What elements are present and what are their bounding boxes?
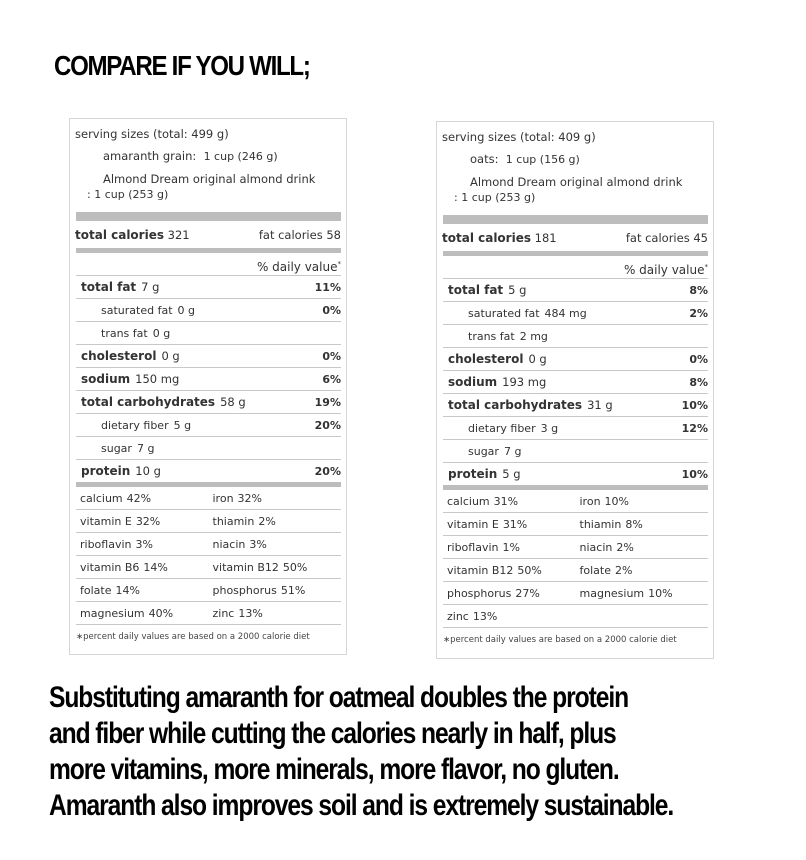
ingredient-name: amaranth grain: <box>103 149 197 163</box>
vitamin-row <box>76 602 341 625</box>
nutrient-amount: 484 mg <box>544 306 587 320</box>
nutrient-daily-pct: 10% <box>681 398 708 412</box>
fat-calories-label: fat calories <box>258 228 323 242</box>
vitamins-grid <box>76 487 341 625</box>
serving-sizes-total: serving sizes (total: 409 g) <box>442 130 596 144</box>
nutrient-row <box>76 322 341 345</box>
vitamin-name: calcium <box>447 494 490 508</box>
vitamin-name: vitamin B12 <box>447 563 514 577</box>
vitamin-value: 10% <box>604 494 629 508</box>
vitamin-cell <box>576 518 709 531</box>
nutrient-daily-pct: 2% <box>689 306 708 320</box>
vitamin-name: phosphorus <box>447 586 512 600</box>
ingredient-qty: 1 cup (246 g) <box>203 150 278 163</box>
vitamin-name: magnesium <box>80 606 145 620</box>
vitamin-value: 31% <box>493 494 519 508</box>
serving-ingredient-1 <box>75 148 341 165</box>
vitamin-cell <box>76 538 209 551</box>
nutrient-name: protein <box>81 464 131 478</box>
vitamin-cell <box>76 561 209 574</box>
vitamin-value: 32% <box>135 514 161 528</box>
vitamin-row <box>443 490 708 513</box>
nutrient-daily-pct: 0% <box>322 303 341 317</box>
nutrient-amount: 31 g <box>587 398 613 412</box>
nutrient-row <box>76 276 341 299</box>
nutrient-name: trans fat <box>101 326 148 340</box>
vitamin-value: 50% <box>282 560 308 574</box>
vitamin-name: folate <box>579 563 611 577</box>
vitamin-name: niacin <box>579 540 613 554</box>
total-calories-value: 181 <box>534 231 557 245</box>
nutrition-label-oats <box>436 121 714 659</box>
vitamin-value: 2% <box>614 563 633 577</box>
total-calories-label: total calories <box>75 228 164 242</box>
nutrient-row <box>443 279 708 302</box>
nutrient-name: sugar <box>468 444 499 458</box>
nutrient-amount: 7 g <box>503 444 522 458</box>
daily-value-header: % daily value* <box>443 256 708 279</box>
vitamin-name: vitamin B12 <box>212 560 279 574</box>
ingredient-qty: 1 cup (156 g) <box>505 153 580 166</box>
calories-row <box>442 229 708 247</box>
nutrient-amount: 2 mg <box>519 329 548 343</box>
serving-ingredient-1 <box>442 151 708 168</box>
vitamin-name: vitamin E <box>447 517 499 531</box>
vitamin-cell <box>576 541 709 554</box>
vitamin-value: 3% <box>249 537 267 551</box>
vitamin-cell <box>209 584 342 597</box>
vitamin-cell <box>76 584 209 597</box>
nutrient-amount: 10 g <box>135 464 161 478</box>
vitamin-name: folate <box>80 583 112 597</box>
vitamin-value: 2% <box>258 514 276 528</box>
vitamin-value: 32% <box>237 491 262 505</box>
vitamins-grid <box>443 490 708 628</box>
nutrient-name: cholesterol <box>448 352 524 366</box>
vitamin-cell <box>209 515 342 528</box>
ingredient-qty: : 1 cup (253 g) <box>454 191 536 204</box>
nutrient-row <box>443 302 708 325</box>
vitamin-name: riboflavin <box>447 540 499 554</box>
nutrient-name: total carbohydrates <box>81 395 216 409</box>
nutrient-daily-pct: 12% <box>681 421 708 435</box>
vitamin-cell <box>443 587 576 600</box>
vitamin-cell <box>443 610 576 623</box>
vitamin-row <box>76 510 341 533</box>
vitamin-value: 2% <box>616 540 634 554</box>
vitamin-name: iron <box>579 494 601 508</box>
vitamin-row <box>76 487 341 510</box>
vitamin-value: 27% <box>515 586 540 600</box>
total-calories-value: 321 <box>167 228 190 242</box>
vitamin-row <box>443 605 708 628</box>
nutrient-name: sodium <box>81 372 131 386</box>
nutrient-amount: 5 g <box>502 467 521 481</box>
vitamin-name: zinc <box>212 606 235 620</box>
divider-thick <box>443 215 708 224</box>
nutrient-name: cholesterol <box>81 349 157 363</box>
vitamin-name: zinc <box>447 609 469 623</box>
nutrient-daily-pct: 20% <box>314 464 341 478</box>
vitamin-cell <box>443 495 576 508</box>
caption-line: Amaranth also improves soil and is extremely sustainable. <box>49 789 674 822</box>
calories-row <box>75 226 341 244</box>
vitamin-value: 13% <box>238 606 263 620</box>
nutrient-row <box>443 440 708 463</box>
nutrient-amount: 0 g <box>177 303 195 317</box>
vitamin-cell <box>443 518 576 531</box>
nutrient-name: total fat <box>81 280 137 294</box>
vitamin-value: 14% <box>115 583 140 597</box>
vitamin-value: 8% <box>625 517 643 531</box>
vitamin-row <box>443 582 708 605</box>
nutrient-daily-pct: 19% <box>314 395 341 409</box>
nutrient-row <box>443 463 708 485</box>
nutrient-name: dietary fiber <box>101 418 169 432</box>
vitamin-cell <box>576 564 709 577</box>
vitamin-cell <box>209 607 342 620</box>
vitamin-value: 3% <box>135 537 153 551</box>
footnote: ∗percent daily values are based on a 2000 calorie diet <box>443 635 677 645</box>
vitamin-name: vitamin B6 <box>80 560 140 574</box>
nutrient-row <box>76 437 341 460</box>
vitamin-row <box>443 559 708 582</box>
vitamin-cell <box>443 564 576 577</box>
daily-value-header: % daily value* <box>76 253 341 276</box>
divider-thick <box>76 212 341 221</box>
vitamin-cell <box>209 492 342 505</box>
vitamin-name: vitamin E <box>80 514 132 528</box>
nutrient-amount: 150 mg <box>135 372 180 386</box>
nutrient-daily-pct: 0% <box>689 352 708 366</box>
nutrient-amount: 7 g <box>141 280 160 294</box>
nutrient-row <box>76 460 341 482</box>
vitamin-value: 13% <box>472 609 498 623</box>
nutrient-daily-pct: 20% <box>314 418 341 432</box>
caption-line: Substituting amaranth for oatmeal doubles the protein <box>49 681 629 714</box>
vitamin-name: niacin <box>212 537 246 551</box>
vitamin-cell <box>209 561 342 574</box>
headline: COMPARE IF YOU WILL; <box>54 50 310 81</box>
vitamin-value: 1% <box>502 540 520 554</box>
nutrient-row <box>443 394 708 417</box>
nutrient-daily-pct: 8% <box>689 375 708 389</box>
nutrient-amount: 5 g <box>173 418 192 432</box>
nutrient-name: sodium <box>448 375 498 389</box>
vitamin-name: phosphorus <box>212 583 277 597</box>
vitamin-cell <box>576 610 709 623</box>
fat-calories-label: fat calories <box>625 231 690 245</box>
vitamin-row <box>76 533 341 556</box>
nutrient-amount: 0 g <box>528 352 547 366</box>
vitamin-name: iron <box>212 491 234 505</box>
vitamin-cell <box>209 538 342 551</box>
caption <box>49 680 673 824</box>
vitamin-row <box>443 536 708 559</box>
vitamin-cell <box>576 495 709 508</box>
vitamin-row <box>443 513 708 536</box>
vitamin-value: 40% <box>148 606 174 620</box>
nutrient-row <box>76 345 341 368</box>
nutrient-amount: 58 g <box>220 395 246 409</box>
vitamin-name: thiamin <box>212 514 255 528</box>
nutrient-daily-pct: 6% <box>322 372 341 386</box>
vitamin-value: 51% <box>280 583 306 597</box>
footnote: ∗percent daily values are based on a 2000 calorie diet <box>76 632 310 642</box>
nutrient-amount: 3 g <box>540 421 559 435</box>
nutrient-name: trans fat <box>468 329 515 343</box>
nutrient-name: protein <box>448 467 498 481</box>
nutrient-row <box>443 371 708 394</box>
vitamin-name: riboflavin <box>80 537 132 551</box>
nutrient-name: saturated fat <box>101 303 173 317</box>
nutrient-name: total fat <box>448 283 504 297</box>
nutrient-name: saturated fat <box>468 306 540 320</box>
nutrient-row <box>76 368 341 391</box>
nutrient-amount: 0 g <box>161 349 180 363</box>
nutrient-name: sugar <box>101 441 132 455</box>
vitamin-value: 50% <box>517 563 542 577</box>
vitamin-row <box>76 556 341 579</box>
caption-line: and fiber while cutting the calories nearly in half, plus <box>49 717 616 750</box>
total-calories-label: total calories <box>442 231 531 245</box>
vitamin-value: 31% <box>502 517 528 531</box>
vitamin-value: 10% <box>648 586 673 600</box>
nutrient-amount: 0 g <box>152 326 171 340</box>
vitamin-cell <box>76 492 209 505</box>
nutrient-row <box>443 348 708 371</box>
nutrient-name: dietary fiber <box>468 421 536 435</box>
nutrient-row <box>443 417 708 440</box>
serving-sizes-total: serving sizes (total: 499 g) <box>75 127 229 141</box>
vitamin-name: calcium <box>80 491 123 505</box>
vitamin-cell <box>576 587 709 600</box>
nutrient-daily-pct: 11% <box>314 280 341 294</box>
vitamin-cell <box>443 541 576 554</box>
nutrient-amount: 7 g <box>136 441 155 455</box>
nutrient-daily-pct: 10% <box>681 467 708 481</box>
vitamin-name: magnesium <box>579 586 645 600</box>
nutrient-daily-pct: 8% <box>689 283 708 297</box>
fat-calories-value: 45 <box>693 231 708 245</box>
nutrition-label-amaranth <box>69 118 347 655</box>
vitamin-name: thiamin <box>579 517 622 531</box>
vitamin-row <box>76 579 341 602</box>
serving-ingredient-2: Almond Dream original almond drink <box>470 175 683 189</box>
nutrient-amount: 193 mg <box>502 375 547 389</box>
ingredient-name: oats: <box>470 152 499 166</box>
nutrient-amount: 5 g <box>508 283 527 297</box>
vitamin-value: 14% <box>143 560 168 574</box>
vitamin-cell <box>76 607 209 620</box>
ingredient-qty: : 1 cup (253 g) <box>87 188 169 201</box>
nutrient-name: total carbohydrates <box>448 398 583 412</box>
caption-line: more vitamins, more minerals, more flavor, no gluten. <box>49 753 619 786</box>
nutrient-daily-pct: 0% <box>322 349 341 363</box>
serving-ingredient-2: Almond Dream original almond drink <box>103 172 316 186</box>
nutrient-row <box>76 391 341 414</box>
vitamin-value: 42% <box>126 491 152 505</box>
nutrient-row <box>76 414 341 437</box>
nutrient-row <box>443 325 708 348</box>
nutrient-row <box>76 299 341 322</box>
fat-calories-value: 58 <box>326 228 341 242</box>
vitamin-cell <box>76 515 209 528</box>
